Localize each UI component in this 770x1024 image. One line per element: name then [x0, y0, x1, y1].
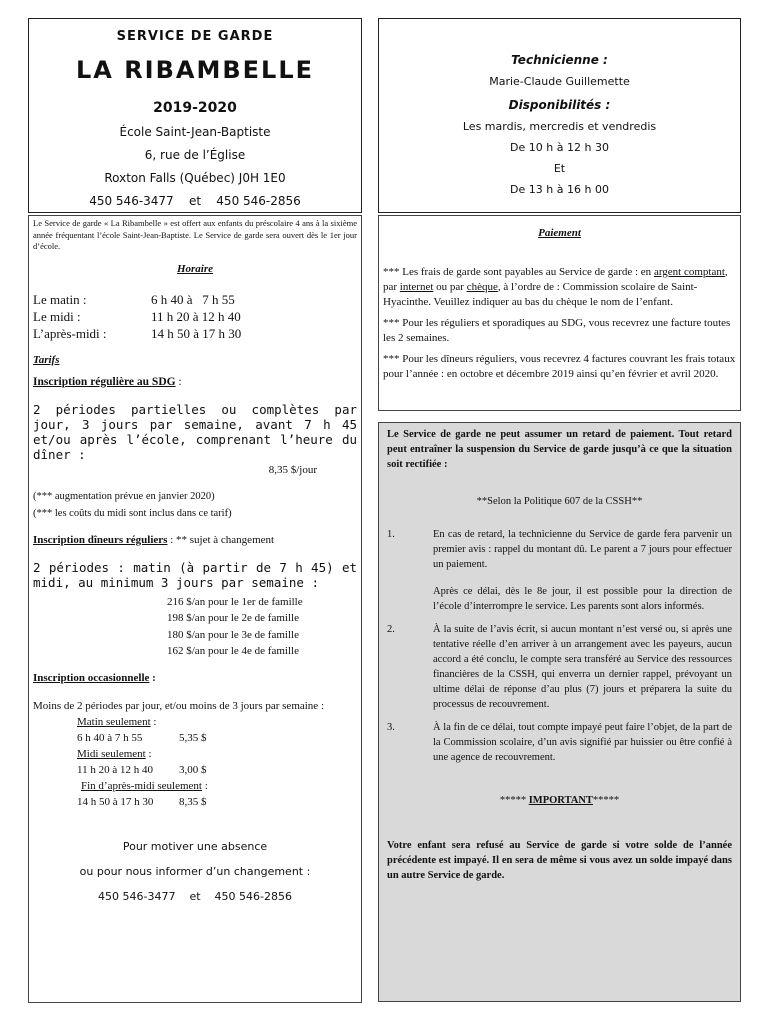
horaire-title: Horaire [176, 262, 214, 275]
payment-box [378, 215, 741, 411]
din-heading: Inscription dîneurs réguliers : ** sujet à changement [33, 533, 275, 546]
policy-intro: Le Service de garde ne peut assumer un retard de paiement. Tout retard peut entraîner la suspension du Service de garde jusqu’à ce que la situation soit rectifiée : [387, 429, 732, 470]
policy-box [378, 422, 741, 1002]
payment-regular: *** Pour les réguliers et sporadiques au SDG, vous recevrez une facture toutes les 2 semaines. [383, 317, 731, 344]
daycare-name: LA RIBAMBELLE [75, 56, 315, 84]
absence-footer [33, 834, 357, 909]
dispo-hours-2: De 13 h à 16 h 00 [510, 183, 609, 196]
header-left-box [28, 18, 362, 213]
street-address: 6, rue de l’Église [144, 148, 246, 162]
payment-methods: *** Les frais de garde sont payables au Service de garde : en argent comptant, par internet ou par chèque, à l’ordre de : Commission scolaire de Saint-Hyacinthe. Veuillez indiquer au bas du chèque le nom de l’enfant. [383, 266, 728, 308]
policy-item: 1. En cas de retard, la technicienne du Service de garde fera parvenir un premier avis : rappel du montant dû. Le parent a 7 jours pour effectuer un paiement. [387, 529, 732, 570]
occ-row: 11 h 20 à 12 h 40 3,00 $ [77, 763, 207, 776]
family-price: 216 $/an pour le 1er de famille [167, 595, 303, 608]
horaire-list [33, 291, 357, 342]
phone-numbers: 450 546-3477 et 450 546-2856 [89, 194, 301, 208]
note-1: (*** augmentation prévue en janvier 2020) [33, 490, 215, 502]
occ-heading: Inscription occasionnelle : [33, 671, 156, 684]
occ-row: 14 h 50 à 17 h 30 8,35 $ [77, 795, 207, 808]
family-price: 162 $/an pour le 4e de famille [167, 645, 299, 657]
family-price-list [33, 594, 357, 660]
payment-diners: *** Pour les dîneurs réguliers, vous recevrez 4 factures couvrant les frais totaux pour l’année : en octobre et décembre 2019 ainsi qu’en février et avril 2020. [383, 353, 736, 380]
dispo-and: Et [553, 162, 566, 175]
footer-line-2: ou pour nous informer d’un changement : [79, 864, 311, 878]
important-label: ***** IMPORTANT***** [499, 795, 620, 806]
dispo-days: Les mardis, mercredis et vendredis [462, 120, 657, 133]
footer-line-1: Pour motiver une absence [122, 839, 268, 853]
horaire-row: L’après-midi : 14 h 50 à 17 h 30 [33, 325, 242, 341]
family-price: 180 $/an pour le 3e de famille [167, 628, 299, 641]
note-2: (*** les coûts du midi sont inclus dans ce tarif) [33, 507, 232, 519]
service-title: SERVICE DE GARDE [116, 29, 274, 44]
left-column [28, 215, 362, 1003]
tech-label: Technicienne : [511, 53, 608, 67]
footer-phones: 450 546-3477 et 450 546-2856 [98, 889, 292, 903]
dispo-label: Disponibilités : [508, 98, 611, 112]
school-year: 2019-2020 [153, 100, 237, 116]
reg-heading: Inscription régulière au SDG : [33, 375, 182, 388]
occ-label: Fin d’après-midi seulement : [81, 779, 208, 792]
horaire-row: Le matin : 6 h 40 à 7 h 55 [33, 291, 235, 307]
family-price: 198 $/an pour le 2e de famille [167, 612, 299, 624]
occ-label: Matin seulement : [77, 715, 157, 728]
policy-reference: **Selon la Politique 607 de la CSSH** [476, 496, 643, 507]
policy-list [387, 527, 732, 765]
policy-item: Après ce délai, dès le 8e jour, il est possible pour la direction de l’école d’interrompre le service. Les parents sont alors informés. [433, 586, 732, 612]
header-right-box [378, 18, 741, 213]
occ-row: 6 h 40 à 7 h 55 5,35 $ [77, 731, 207, 744]
policy-item: 2. À la suite de l’avis écrit, si aucun montant n’est versé ou, si après une tentative réelle d’en arriver à un arrangement avec les payeurs, aucun accord a été conclu, le compte sera transféré au Service des ressources financières de la CSSH, qui enverra un dernier rappel, prévoyant un ultime délai de réponse d’au plus (7) jours et préparera la suite du processus de recouvrement. [387, 624, 732, 710]
policy-item: 3. À la fin de ce délai, tout compte impayé peut faire l’objet, de la part de la Commission scolaire, d’un avis signifié par huissier ou être confié à une agence de recouvrement. [387, 722, 732, 763]
occ-text: Moins de 2 périodes par jour, et/ou moins de 3 jours par semaine : [33, 699, 325, 712]
intro-text: Le Service de garde « La Ribambelle » est offert aux enfants du préscolaire 4 ans à la sixième année fréquentant l’école Saint-Jean-Baptiste. Le Service de garde sera ouvert dès le 1er jour d’école. [33, 218, 357, 251]
horaire-row: Le midi : 11 h 20 à 12 h 40 [33, 308, 241, 324]
city-address: Roxton Falls (Québec) J0H 1E0 [104, 171, 286, 185]
occ-list [33, 714, 357, 810]
reg-text: 2 périodes partielles ou complètes par jour, 3 jours par semaine, avant 7 h 45 et/ou après l’école, comprenant l’heure du dîner : [33, 401, 357, 462]
din-text: 2 périodes : matin (à partir de 7 h 45) et midi, au minimum 3 jours par semaine : [33, 559, 357, 590]
dispo-hours-1: De 10 h à 12 h 30 [510, 141, 609, 154]
school-name: École Saint-Jean-Baptiste [119, 125, 271, 139]
policy-final: Votre enfant sera refusé au Service de garde si votre solde de l’année précédente est impayé. Il en sera de même si vous avez un solde impayé dans un autre Service de garde. [387, 840, 732, 881]
reg-price: 8,35 $/jour [268, 463, 317, 476]
tech-name: Marie-Claude Guillemette [489, 75, 630, 88]
tarifs-title: Tarifs [33, 353, 60, 366]
occ-label: Midi seulement : [77, 747, 152, 760]
payment-title: Paiement [538, 227, 581, 239]
